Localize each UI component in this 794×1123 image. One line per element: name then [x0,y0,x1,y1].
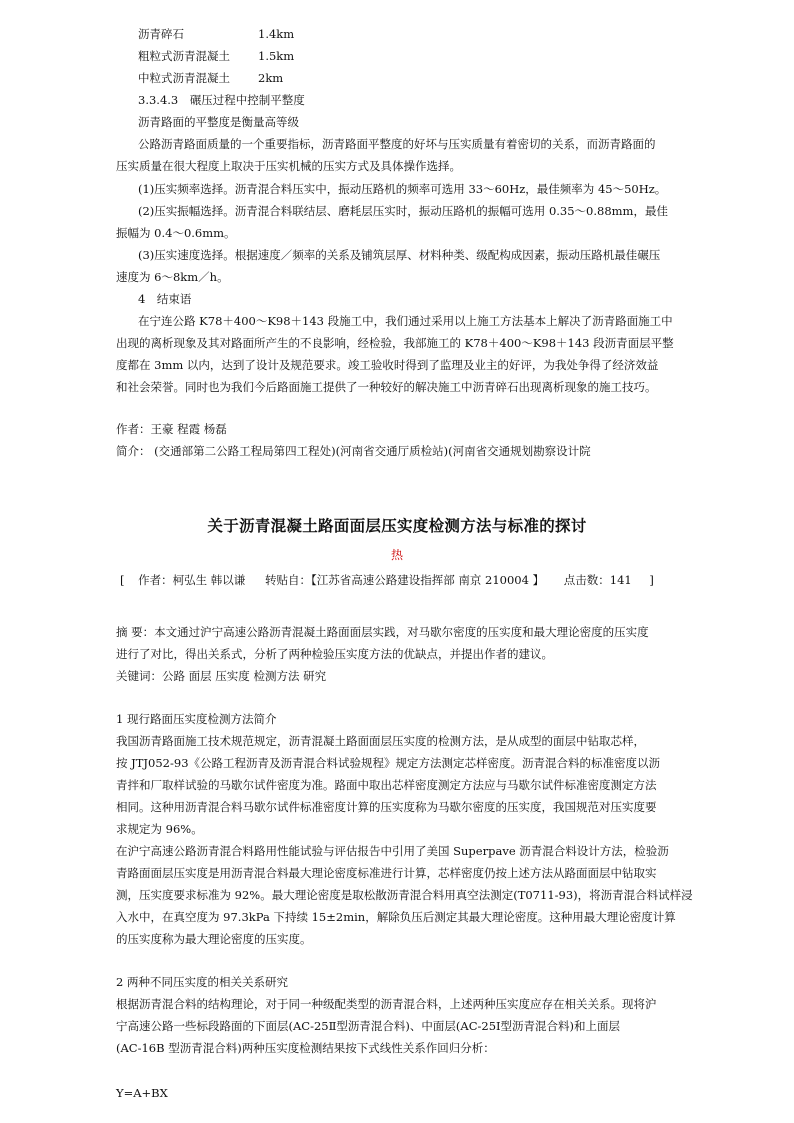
text-line: (AC-16B 型沥青混合料)两种压实度检测结果按下式线性关系作回归分析： [116,1041,495,1055]
article-meta [120,572,654,588]
text-line: 压实质量在很大程度上取决于压实机械的压实方式及具体操作选择。 [116,159,461,173]
abstract-line: 摘 要：本文通过沪宁高速公路沥青混凝土路面面层实践，对马歇尔密度的压实度和最大理论密度的压实度 [116,625,649,639]
keywords-line: 关键词：公路 面层 压实度 检测方法 研究 [116,669,327,683]
meta-clicks: 点击数：141 [563,573,632,587]
meta-bracket-open: [ [120,573,125,587]
text-line: 根据沥青混合料的结构理论，对于同一种级配类型的沥青混合料，上述两种压实度应存在相关关系。现将沪 [116,997,657,1011]
spec-name: 沥青碎石 [138,27,184,41]
formula: Y=A+BX [116,1086,168,1100]
intro-line: 简介： (交通部第二公路工程局第四工程处)(河南省交通厅质检站)(河南省交通规划勘察设计院 [116,444,591,458]
spec-value: 2km [258,71,284,85]
article-title: 关于沥青混凝土路面面层压实度检测方法与标准的探讨 [207,516,587,535]
text-line: 度都在 3mm 以内，达到了设计及规范要求。竣工验收时得到了监理及业主的好评，为我处争得了经济效益 [116,358,659,372]
spec-name: 中粒式沥青混凝土 [138,71,230,85]
spec-name: 粗粒式沥青混凝土 [138,49,230,63]
text-line: 测，压实度要求标准为 92%。最大理论密度是取松散沥青混合料用真空法测定(T0711-93)，将沥青混合料试样浸 [116,888,693,902]
meta-authors: 作者：柯弘生 韩以谦 [138,573,246,587]
text-line: 公路沥青路面质量的一个重要指标，沥青路面平整度的好坏与压实质量有着密切的关系，而沥青路面的 [138,137,656,151]
section-heading: 1 现行路面压实度检测方法简介 [116,712,277,726]
text-line: 青拌和厂取样试验的马歇尔试件密度为准。路面中取出芯样密度测定方法应与马歇尔试件标准密度测定方法 [116,778,657,792]
text-line: (3)压实速度选择。根据速度／频率的关系及铺筑层厚、材料种类、级配构成因素，振动压路机最佳碾压 [138,248,661,262]
text-line: 在沪宁高速公路沥青混合料路用性能试验与评估报告中引用了美国 Superpave 沥青混合料设计方法，检验沥 [116,844,669,858]
authors-line: 作者：王豪 程霞 杨磊 [116,422,227,436]
text-line: 振幅为 0.4～0.6mm。 [116,226,236,240]
abstract-line: 进行了对比，得出关系式，分析了两种检验压实度方法的优缺点，并提出作者的建议。 [116,647,553,661]
text-line: 沥青路面的平整度是衡量高等级 [138,115,299,129]
text-line: 在宁连公路 K78＋400～K98＋143 段施工中，我们通过采用以上施工方法基本上解决了沥青路面施工中 [138,314,673,328]
text-line: 出现的离析现象及其对路面所产生的不良影响，经检验，我部施工的 K78＋400～K98＋143 段沥青面层平整 [116,336,674,350]
section-heading: 4 结束语 [138,292,192,306]
text-line: (2)压实振幅选择。沥青混合料联结层、磨耗层压实时，振动压路机的振幅可选用 0.35～0.88mm，最佳 [138,204,668,218]
text-line: 速度为 6～8km／h。 [116,270,229,284]
text-line: 我国沥青路面施工技术规范规定，沥青混凝土路面面层压实度的检测方法，是从成型的面层中钻取芯样， [116,734,645,748]
section-heading: 3.3.4.3 碾压过程中控制平整度 [138,93,305,107]
text-line: (1)压实频率选择。沥青混合料压实中，振动压路机的频率可选用 33～60Hz，最佳频率为 45～50Hz。 [138,182,667,196]
text-line: 按 JTJ052-93《公路工程沥青及沥青混合料试验规程》规定方法测定芯样密度。沥青混合料的标准密度以沥 [116,756,661,770]
meta-bracket-close: ] [649,573,654,587]
meta-source: 转贴自：【江苏省高速公路建设指挥部 南京 210004 】 [264,573,545,587]
text-line: 和社会荣誉。同时也为我们今后路面施工提供了一种较好的解决施工中沥青碎石出现离析现象的施工技巧。 [116,380,657,394]
text-line: 青路面面层压实度是用沥青混合料最大理论密度标准进行计算，芯样密度仍按上述方法从路面面层中钻取实 [116,866,657,880]
spec-value: 1.5km [258,49,295,63]
hot-label: 热 [390,548,403,562]
text-line: 相同。这种用沥青混合料马歇尔试件标准密度计算的压实度称为马歇尔密度的压实度，我国规范对压实度要 [116,800,657,814]
text-line: 入水中，在真空度为 97.3kPa 下持续 15±2min，解除负压后测定其最大理论密度。这种用最大理论密度计算 [116,910,676,924]
text-line: 的压实度称为最大理论密度的压实度。 [116,932,312,946]
section-heading: 2 两种不同压实度的相关关系研究 [116,975,288,989]
text-line: 求规定为 96%。 [116,822,203,836]
spec-value: 1.4km [258,27,295,41]
text-line: 宁高速公路一些标段路面的下面层(AC-25Ⅱ型沥青混合料)、中面层(AC-25Ⅰ型沥青混合料)和上面层 [116,1019,621,1033]
